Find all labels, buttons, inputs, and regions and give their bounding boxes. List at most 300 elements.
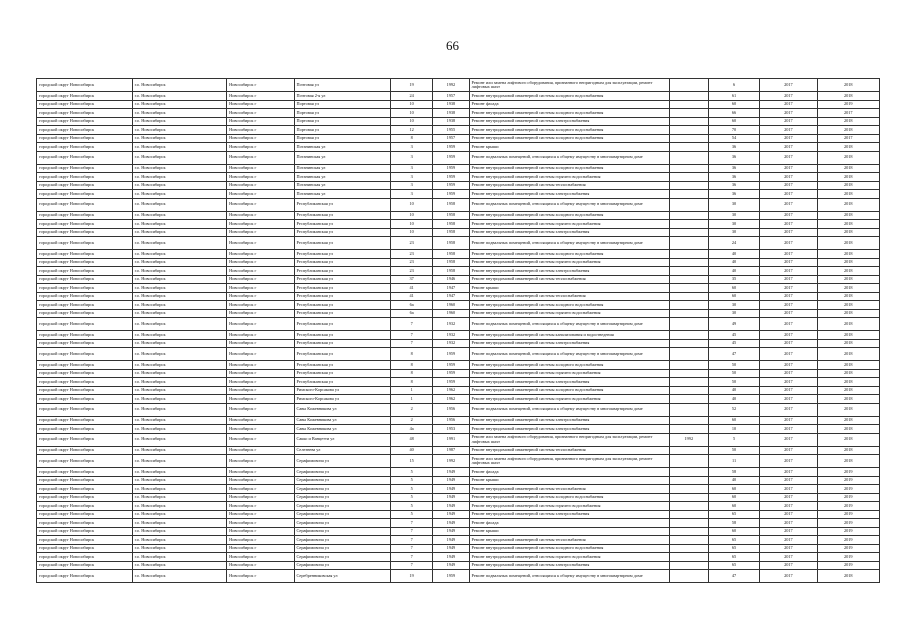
cell-street: Республиканская ул xyxy=(294,250,391,259)
cell-municipality: городской округ Новосибирск xyxy=(37,395,133,404)
cell-municipality: городской округ Новосибирск xyxy=(37,485,133,494)
cell-plan-from: 2017 xyxy=(760,493,817,502)
table-row xyxy=(37,134,880,143)
cell-street: Потанинская ул xyxy=(294,164,391,173)
cell-municipality: городской округ Новосибирск xyxy=(37,117,133,126)
table-row xyxy=(37,468,880,477)
cell-year-built: 1949 xyxy=(433,544,469,553)
cell-plan-to: 2017 xyxy=(817,109,879,118)
cell-settlement: г.о. Новосибирск xyxy=(132,476,227,485)
cell-municipality: городской округ Новосибирск xyxy=(37,181,133,190)
table-row xyxy=(37,378,880,387)
cell-work: Ремонт внутридомовой инженерной системы электроснабжения xyxy=(469,378,669,387)
cell-year-built: 1953 xyxy=(433,425,469,434)
cell-year-built: 1959 xyxy=(433,570,469,583)
cell-locality: Новосибирск г xyxy=(227,519,294,528)
cell-plan-from: 2017 xyxy=(760,378,817,387)
table-row xyxy=(37,544,880,553)
cell-start-year xyxy=(669,331,708,340)
cell-street: Республиканская ул xyxy=(294,275,391,284)
table-row xyxy=(37,485,880,494)
cell-street: Потанинская ул xyxy=(294,151,391,164)
cell-municipality: городской округ Новосибирск xyxy=(37,237,133,250)
cell-locality: Новосибирск г xyxy=(227,181,294,190)
cell-plan-to: 2018 xyxy=(817,79,879,92)
cell-start-year xyxy=(669,100,708,109)
cell-start-year xyxy=(669,361,708,370)
cell-plan-from: 2017 xyxy=(760,164,817,173)
cell-plan-from: 2017 xyxy=(760,425,817,434)
cell-locality: Новосибирск г xyxy=(227,416,294,425)
cell-house: 48 xyxy=(391,433,433,446)
cell-volume: 60 xyxy=(708,493,759,502)
table-row xyxy=(37,164,880,173)
cell-plan-to: 2018 xyxy=(817,425,879,434)
cell-year-built: 1959 xyxy=(433,361,469,370)
cell-year-built: 1958 xyxy=(433,237,469,250)
cell-settlement: г.о. Новосибирск xyxy=(132,331,227,340)
cell-locality: Новосибирск г xyxy=(227,117,294,126)
cell-plan-from: 2017 xyxy=(760,211,817,220)
cell-locality: Новосибирск г xyxy=(227,100,294,109)
cell-volume: 58 xyxy=(708,519,759,528)
table-row xyxy=(37,100,880,109)
cell-settlement: г.о. Новосибирск xyxy=(132,126,227,135)
table-row xyxy=(37,331,880,340)
cell-locality: Новосибирск г xyxy=(227,502,294,511)
cell-plan-to: 2018 xyxy=(817,403,879,416)
cell-settlement: г.о. Новосибирск xyxy=(132,348,227,361)
cell-settlement: г.о. Новосибирск xyxy=(132,485,227,494)
cell-settlement: г.о. Новосибирск xyxy=(132,446,227,455)
cell-plan-from: 2017 xyxy=(760,301,817,310)
cell-municipality: городской округ Новосибирск xyxy=(37,446,133,455)
cell-house: 19 xyxy=(391,79,433,92)
cell-volume: 11 xyxy=(708,455,759,468)
cell-volume: 10 xyxy=(708,425,759,434)
cell-start-year xyxy=(669,527,708,536)
cell-house: 23 xyxy=(391,267,433,276)
table-row xyxy=(37,284,880,293)
cell-volume: 50 xyxy=(708,378,759,387)
cell-plan-from: 2017 xyxy=(760,416,817,425)
cell-plan-to: 2018 xyxy=(817,250,879,259)
cell-settlement: г.о. Новосибирск xyxy=(132,267,227,276)
cell-locality: Новосибирск г xyxy=(227,544,294,553)
cell-settlement: г.о. Новосибирск xyxy=(132,339,227,348)
cell-municipality: городской округ Новосибирск xyxy=(37,318,133,331)
cell-plan-from: 2017 xyxy=(760,190,817,199)
cell-volume: 61 xyxy=(708,92,759,101)
cell-street: Серафимовича ул xyxy=(294,476,391,485)
cell-start-year xyxy=(669,318,708,331)
cell-settlement: г.о. Новосибирск xyxy=(132,228,227,237)
cell-locality: Новосибирск г xyxy=(227,561,294,570)
cell-plan-to: 2019 xyxy=(817,536,879,545)
cell-start-year: 1992 xyxy=(669,433,708,446)
table-row xyxy=(37,220,880,229)
cell-settlement: г.о. Новосибирск xyxy=(132,258,227,267)
cell-plan-from: 2017 xyxy=(760,173,817,182)
cell-start-year xyxy=(669,570,708,583)
table-row xyxy=(37,553,880,562)
cell-volume: 65 xyxy=(708,561,759,570)
cell-municipality: городской округ Новосибирск xyxy=(37,348,133,361)
cell-year-built: 1949 xyxy=(433,527,469,536)
cell-settlement: г.о. Новосибирск xyxy=(132,553,227,562)
cell-municipality: городской округ Новосибирск xyxy=(37,570,133,583)
cell-locality: Новосибирск г xyxy=(227,228,294,237)
cell-house: 41 xyxy=(391,284,433,293)
cell-start-year xyxy=(669,468,708,477)
cell-start-year xyxy=(669,544,708,553)
cell-municipality: городской округ Новосибирск xyxy=(37,425,133,434)
cell-street: Сакко и Ванцетти ул xyxy=(294,433,391,446)
cell-start-year xyxy=(669,198,708,211)
cell-municipality: городской округ Новосибирск xyxy=(37,309,133,318)
table-row xyxy=(37,198,880,211)
cell-municipality: городской округ Новосибирск xyxy=(37,79,133,92)
cell-volume: 30 xyxy=(708,301,759,310)
cell-start-year xyxy=(669,369,708,378)
cell-year-built: 1960 xyxy=(433,309,469,318)
cell-year-built: 1946 xyxy=(433,275,469,284)
cell-plan-to: 2019 xyxy=(817,485,879,494)
cell-start-year xyxy=(669,519,708,528)
cell-start-year xyxy=(669,79,708,92)
cell-year-built: 1958 xyxy=(433,228,469,237)
cell-volume: 36 xyxy=(708,181,759,190)
cell-street: Портовая ул xyxy=(294,117,391,126)
cell-house: 8 xyxy=(391,361,433,370)
cell-locality: Новосибирск г xyxy=(227,570,294,583)
cell-volume: 66 xyxy=(708,109,759,118)
cell-volume: 47 xyxy=(708,570,759,583)
cell-house: 5 xyxy=(391,485,433,494)
cell-street: Республиканская ул xyxy=(294,198,391,211)
cell-year-built: 1958 xyxy=(433,220,469,229)
cell-year-built: 1938 xyxy=(433,117,469,126)
cell-plan-to: 2018 xyxy=(817,309,879,318)
cell-settlement: г.о. Новосибирск xyxy=(132,455,227,468)
cell-municipality: городской округ Новосибирск xyxy=(37,173,133,182)
cell-volume: 35 xyxy=(708,275,759,284)
cell-house: 5 xyxy=(391,468,433,477)
cell-settlement: г.о. Новосибирск xyxy=(132,134,227,143)
table-row xyxy=(37,92,880,101)
cell-work: Ремонт или замена лифтового оборудования, признанного непригодным для эксплуатации, ремонт лифтовых шахт xyxy=(469,433,669,446)
cell-street: Портовая ул xyxy=(294,100,391,109)
cell-settlement: г.о. Новосибирск xyxy=(132,544,227,553)
cell-municipality: городской округ Новосибирск xyxy=(37,561,133,570)
cell-house: 10 xyxy=(391,211,433,220)
cell-year-built: 1957 xyxy=(433,92,469,101)
cell-volume: 60 xyxy=(708,502,759,511)
cell-year-built: 1962 xyxy=(433,395,469,404)
cell-start-year xyxy=(669,117,708,126)
cell-locality: Новосибирск г xyxy=(227,198,294,211)
cell-work: Ремонт внутридомовой инженерной системы горячего водоснабжения xyxy=(469,553,669,562)
cell-street: Серебренниковская ул xyxy=(294,570,391,583)
cell-locality: Новосибирск г xyxy=(227,190,294,199)
cell-work: Ремонт крыши xyxy=(469,284,669,293)
cell-house: 3 xyxy=(391,164,433,173)
cell-year-built: 1949 xyxy=(433,519,469,528)
cell-work: Ремонт подвальных помещений, относящихся к общему имуществу в многоквартирном доме xyxy=(469,570,669,583)
cell-settlement: г.о. Новосибирск xyxy=(132,173,227,182)
cell-street: Потанинская ул xyxy=(294,190,391,199)
cell-start-year xyxy=(669,164,708,173)
cell-start-year xyxy=(669,378,708,387)
cell-house: 3 xyxy=(391,181,433,190)
cell-plan-from: 2017 xyxy=(760,275,817,284)
cell-locality: Новосибирск г xyxy=(227,386,294,395)
cell-plan-to: 2018 xyxy=(817,237,879,250)
cell-house: 8 xyxy=(391,134,433,143)
cell-municipality: городской округ Новосибирск xyxy=(37,519,133,528)
cell-locality: Новосибирск г xyxy=(227,348,294,361)
cell-street: Римского-Корсакова ул xyxy=(294,395,391,404)
cell-year-built: 1949 xyxy=(433,510,469,519)
cell-locality: Новосибирск г xyxy=(227,220,294,229)
cell-start-year xyxy=(669,92,708,101)
cell-plan-to: 2018 xyxy=(817,92,879,101)
cell-house: 3 xyxy=(391,151,433,164)
cell-locality: Новосибирск г xyxy=(227,455,294,468)
cell-plan-to: 2018 xyxy=(817,117,879,126)
cell-municipality: городской округ Новосибирск xyxy=(37,386,133,395)
cell-year-built: 1949 xyxy=(433,553,469,562)
cell-locality: Новосибирск г xyxy=(227,446,294,455)
cell-plan-from: 2017 xyxy=(760,181,817,190)
cell-volume: 40 xyxy=(708,395,759,404)
cell-street: Портовая ул xyxy=(294,126,391,135)
cell-house: 3 xyxy=(391,190,433,199)
cell-plan-from: 2017 xyxy=(760,519,817,528)
cell-settlement: г.о. Новосибирск xyxy=(132,275,227,284)
cell-year-built: 1957 xyxy=(433,134,469,143)
cell-locality: Новосибирск г xyxy=(227,553,294,562)
cell-street: Республиканская ул xyxy=(294,309,391,318)
cell-plan-from: 2017 xyxy=(760,267,817,276)
cell-plan-to: 2018 xyxy=(817,143,879,152)
cell-locality: Новосибирск г xyxy=(227,267,294,276)
table-row xyxy=(37,318,880,331)
cell-plan-from: 2017 xyxy=(760,143,817,152)
cell-plan-from: 2017 xyxy=(760,403,817,416)
cell-street: Республиканская ул xyxy=(294,228,391,237)
cell-year-built: 1949 xyxy=(433,476,469,485)
cell-year-built: 1962 xyxy=(433,386,469,395)
cell-work: Ремонт или замена лифтового оборудования, признанного непригодным для эксплуатации, ремонт лифтовых шахт xyxy=(469,455,669,468)
cell-plan-from: 2017 xyxy=(760,433,817,446)
cell-work: Ремонт подвальных помещений, относящихся к общему имуществу в многоквартирном доме xyxy=(469,198,669,211)
cell-locality: Новосибирск г xyxy=(227,433,294,446)
cell-plan-to: 2019 xyxy=(817,476,879,485)
cell-work: Ремонт внутридомовой инженерной системы холодного водоснабжения xyxy=(469,250,669,259)
cell-year-built: 1947 xyxy=(433,284,469,293)
cell-start-year xyxy=(669,237,708,250)
table-row xyxy=(37,292,880,301)
cell-start-year xyxy=(669,403,708,416)
cell-work: Ремонт внутридомовой инженерной системы горячего водоснабжения xyxy=(469,395,669,404)
cell-start-year xyxy=(669,173,708,182)
table-row xyxy=(37,339,880,348)
cell-start-year xyxy=(669,126,708,135)
cell-plan-from: 2017 xyxy=(760,284,817,293)
cell-plan-from: 2017 xyxy=(760,446,817,455)
cell-municipality: городской округ Новосибирск xyxy=(37,220,133,229)
cell-street: Селезнева ул xyxy=(294,446,391,455)
cell-start-year xyxy=(669,151,708,164)
cell-municipality: городской округ Новосибирск xyxy=(37,544,133,553)
cell-work: Ремонт внутридомовой инженерной системы электроснабжения xyxy=(469,510,669,519)
cell-house: 1 xyxy=(391,395,433,404)
cell-locality: Новосибирск г xyxy=(227,378,294,387)
cell-settlement: г.о. Новосибирск xyxy=(132,237,227,250)
cell-volume: 58 xyxy=(708,468,759,477)
cell-street: Серафимовича ул xyxy=(294,485,391,494)
cell-year-built: 1956 xyxy=(433,403,469,416)
cell-volume: 60 xyxy=(708,485,759,494)
cell-house: 5 xyxy=(391,510,433,519)
table-row xyxy=(37,190,880,199)
cell-house: 3 xyxy=(391,143,433,152)
table-row xyxy=(37,561,880,570)
cell-house: 37 xyxy=(391,275,433,284)
table-row xyxy=(37,369,880,378)
cell-settlement: г.о. Новосибирск xyxy=(132,318,227,331)
cell-start-year xyxy=(669,493,708,502)
cell-volume: 45 xyxy=(708,331,759,340)
cell-municipality: городской округ Новосибирск xyxy=(37,275,133,284)
cell-street: Республиканская ул xyxy=(294,284,391,293)
cell-plan-from: 2017 xyxy=(760,570,817,583)
cell-settlement: г.о. Новосибирск xyxy=(132,536,227,545)
cell-street: Республиканская ул xyxy=(294,267,391,276)
cell-municipality: городской округ Новосибирск xyxy=(37,378,133,387)
cell-municipality: городской округ Новосибирск xyxy=(37,468,133,477)
cell-plan-from: 2017 xyxy=(760,348,817,361)
cell-plan-to: 2019 xyxy=(817,527,879,536)
cell-start-year xyxy=(669,228,708,237)
table-row xyxy=(37,143,880,152)
table-row xyxy=(37,570,880,583)
cell-volume: 5 xyxy=(708,433,759,446)
cell-street: Серафимовича ул xyxy=(294,468,391,477)
cell-volume: 60 xyxy=(708,416,759,425)
cell-plan-to: 2019 xyxy=(817,100,879,109)
cell-house: 40 xyxy=(391,446,433,455)
cell-work: Ремонт внутридомовой инженерной системы горячего водоснабжения xyxy=(469,173,669,182)
cell-house: 7 xyxy=(391,553,433,562)
cell-start-year xyxy=(669,536,708,545)
cell-municipality: городской округ Новосибирск xyxy=(37,331,133,340)
cell-plan-to: 2018 xyxy=(817,211,879,220)
cell-start-year xyxy=(669,510,708,519)
cell-locality: Новосибирск г xyxy=(227,134,294,143)
cell-volume: 36 xyxy=(708,143,759,152)
cell-locality: Новосибирск г xyxy=(227,151,294,164)
cell-municipality: городской округ Новосибирск xyxy=(37,109,133,118)
cell-volume: 40 xyxy=(708,258,759,267)
cell-locality: Новосибирск г xyxy=(227,468,294,477)
repair-register-table xyxy=(36,78,880,583)
cell-plan-from: 2017 xyxy=(760,553,817,562)
cell-work: Ремонт внутридомовой инженерной системы электроснабжения xyxy=(469,339,669,348)
cell-municipality: городской округ Новосибирск xyxy=(37,134,133,143)
cell-plan-from: 2017 xyxy=(760,151,817,164)
cell-locality: Новосибирск г xyxy=(227,173,294,182)
cell-locality: Новосибирск г xyxy=(227,258,294,267)
cell-locality: Новосибирск г xyxy=(227,318,294,331)
cell-locality: Новосибирск г xyxy=(227,309,294,318)
cell-municipality: городской округ Новосибирск xyxy=(37,510,133,519)
cell-plan-to: 2018 xyxy=(817,190,879,199)
cell-year-built: 1959 xyxy=(433,348,469,361)
cell-work: Ремонт внутридомовой инженерной системы горячего водоснабжения xyxy=(469,220,669,229)
cell-plan-to: 2018 xyxy=(817,339,879,348)
cell-house: 2 xyxy=(391,416,433,425)
cell-work: Ремонт внутридомовой инженерной системы теплоснабжения xyxy=(469,485,669,494)
table-row xyxy=(37,446,880,455)
page-number: 66 xyxy=(446,38,459,53)
cell-year-built: 1932 xyxy=(433,339,469,348)
cell-plan-from: 2017 xyxy=(760,292,817,301)
cell-municipality: городской округ Новосибирск xyxy=(37,92,133,101)
cell-work: Ремонт внутридомовой инженерной системы холодного водоснабжения xyxy=(469,386,669,395)
cell-year-built: 1992 xyxy=(433,79,469,92)
cell-locality: Новосибирск г xyxy=(227,403,294,416)
cell-plan-from: 2017 xyxy=(760,318,817,331)
cell-start-year xyxy=(669,181,708,190)
cell-plan-to: 2018 xyxy=(817,258,879,267)
cell-volume: 30 xyxy=(708,220,759,229)
cell-locality: Новосибирск г xyxy=(227,164,294,173)
cell-locality: Новосибирск г xyxy=(227,292,294,301)
cell-start-year xyxy=(669,502,708,511)
cell-settlement: г.о. Новосибирск xyxy=(132,220,227,229)
cell-start-year xyxy=(669,561,708,570)
cell-plan-to: 2018 xyxy=(817,416,879,425)
cell-street: Потанинская ул xyxy=(294,173,391,182)
cell-locality: Новосибирск г xyxy=(227,361,294,370)
cell-plan-to: 2018 xyxy=(817,228,879,237)
cell-plan-to: 2019 xyxy=(817,510,879,519)
cell-year-built: 1932 xyxy=(433,318,469,331)
cell-start-year xyxy=(669,395,708,404)
cell-plan-to: 2018 xyxy=(817,292,879,301)
cell-municipality: городской округ Новосибирск xyxy=(37,339,133,348)
cell-plan-to: 2019 xyxy=(817,502,879,511)
cell-volume: 65 xyxy=(708,510,759,519)
cell-municipality: городской округ Новосибирск xyxy=(37,250,133,259)
cell-year-built: 1991 xyxy=(433,433,469,446)
cell-work: Ремонт внутридомовой инженерной системы канализования и водоотведения xyxy=(469,331,669,340)
cell-locality: Новосибирск г xyxy=(227,79,294,92)
cell-municipality: городской округ Новосибирск xyxy=(37,267,133,276)
cell-year-built: 1955 xyxy=(433,126,469,135)
cell-municipality: городской округ Новосибирск xyxy=(37,292,133,301)
cell-municipality: городской округ Новосибирск xyxy=(37,536,133,545)
cell-plan-from: 2017 xyxy=(760,250,817,259)
cell-locality: Новосибирск г xyxy=(227,527,294,536)
cell-municipality: городской округ Новосибирск xyxy=(37,164,133,173)
table-row xyxy=(37,510,880,519)
cell-start-year xyxy=(669,250,708,259)
cell-street: Республиканская ул xyxy=(294,237,391,250)
cell-work: Ремонт фасада xyxy=(469,468,669,477)
